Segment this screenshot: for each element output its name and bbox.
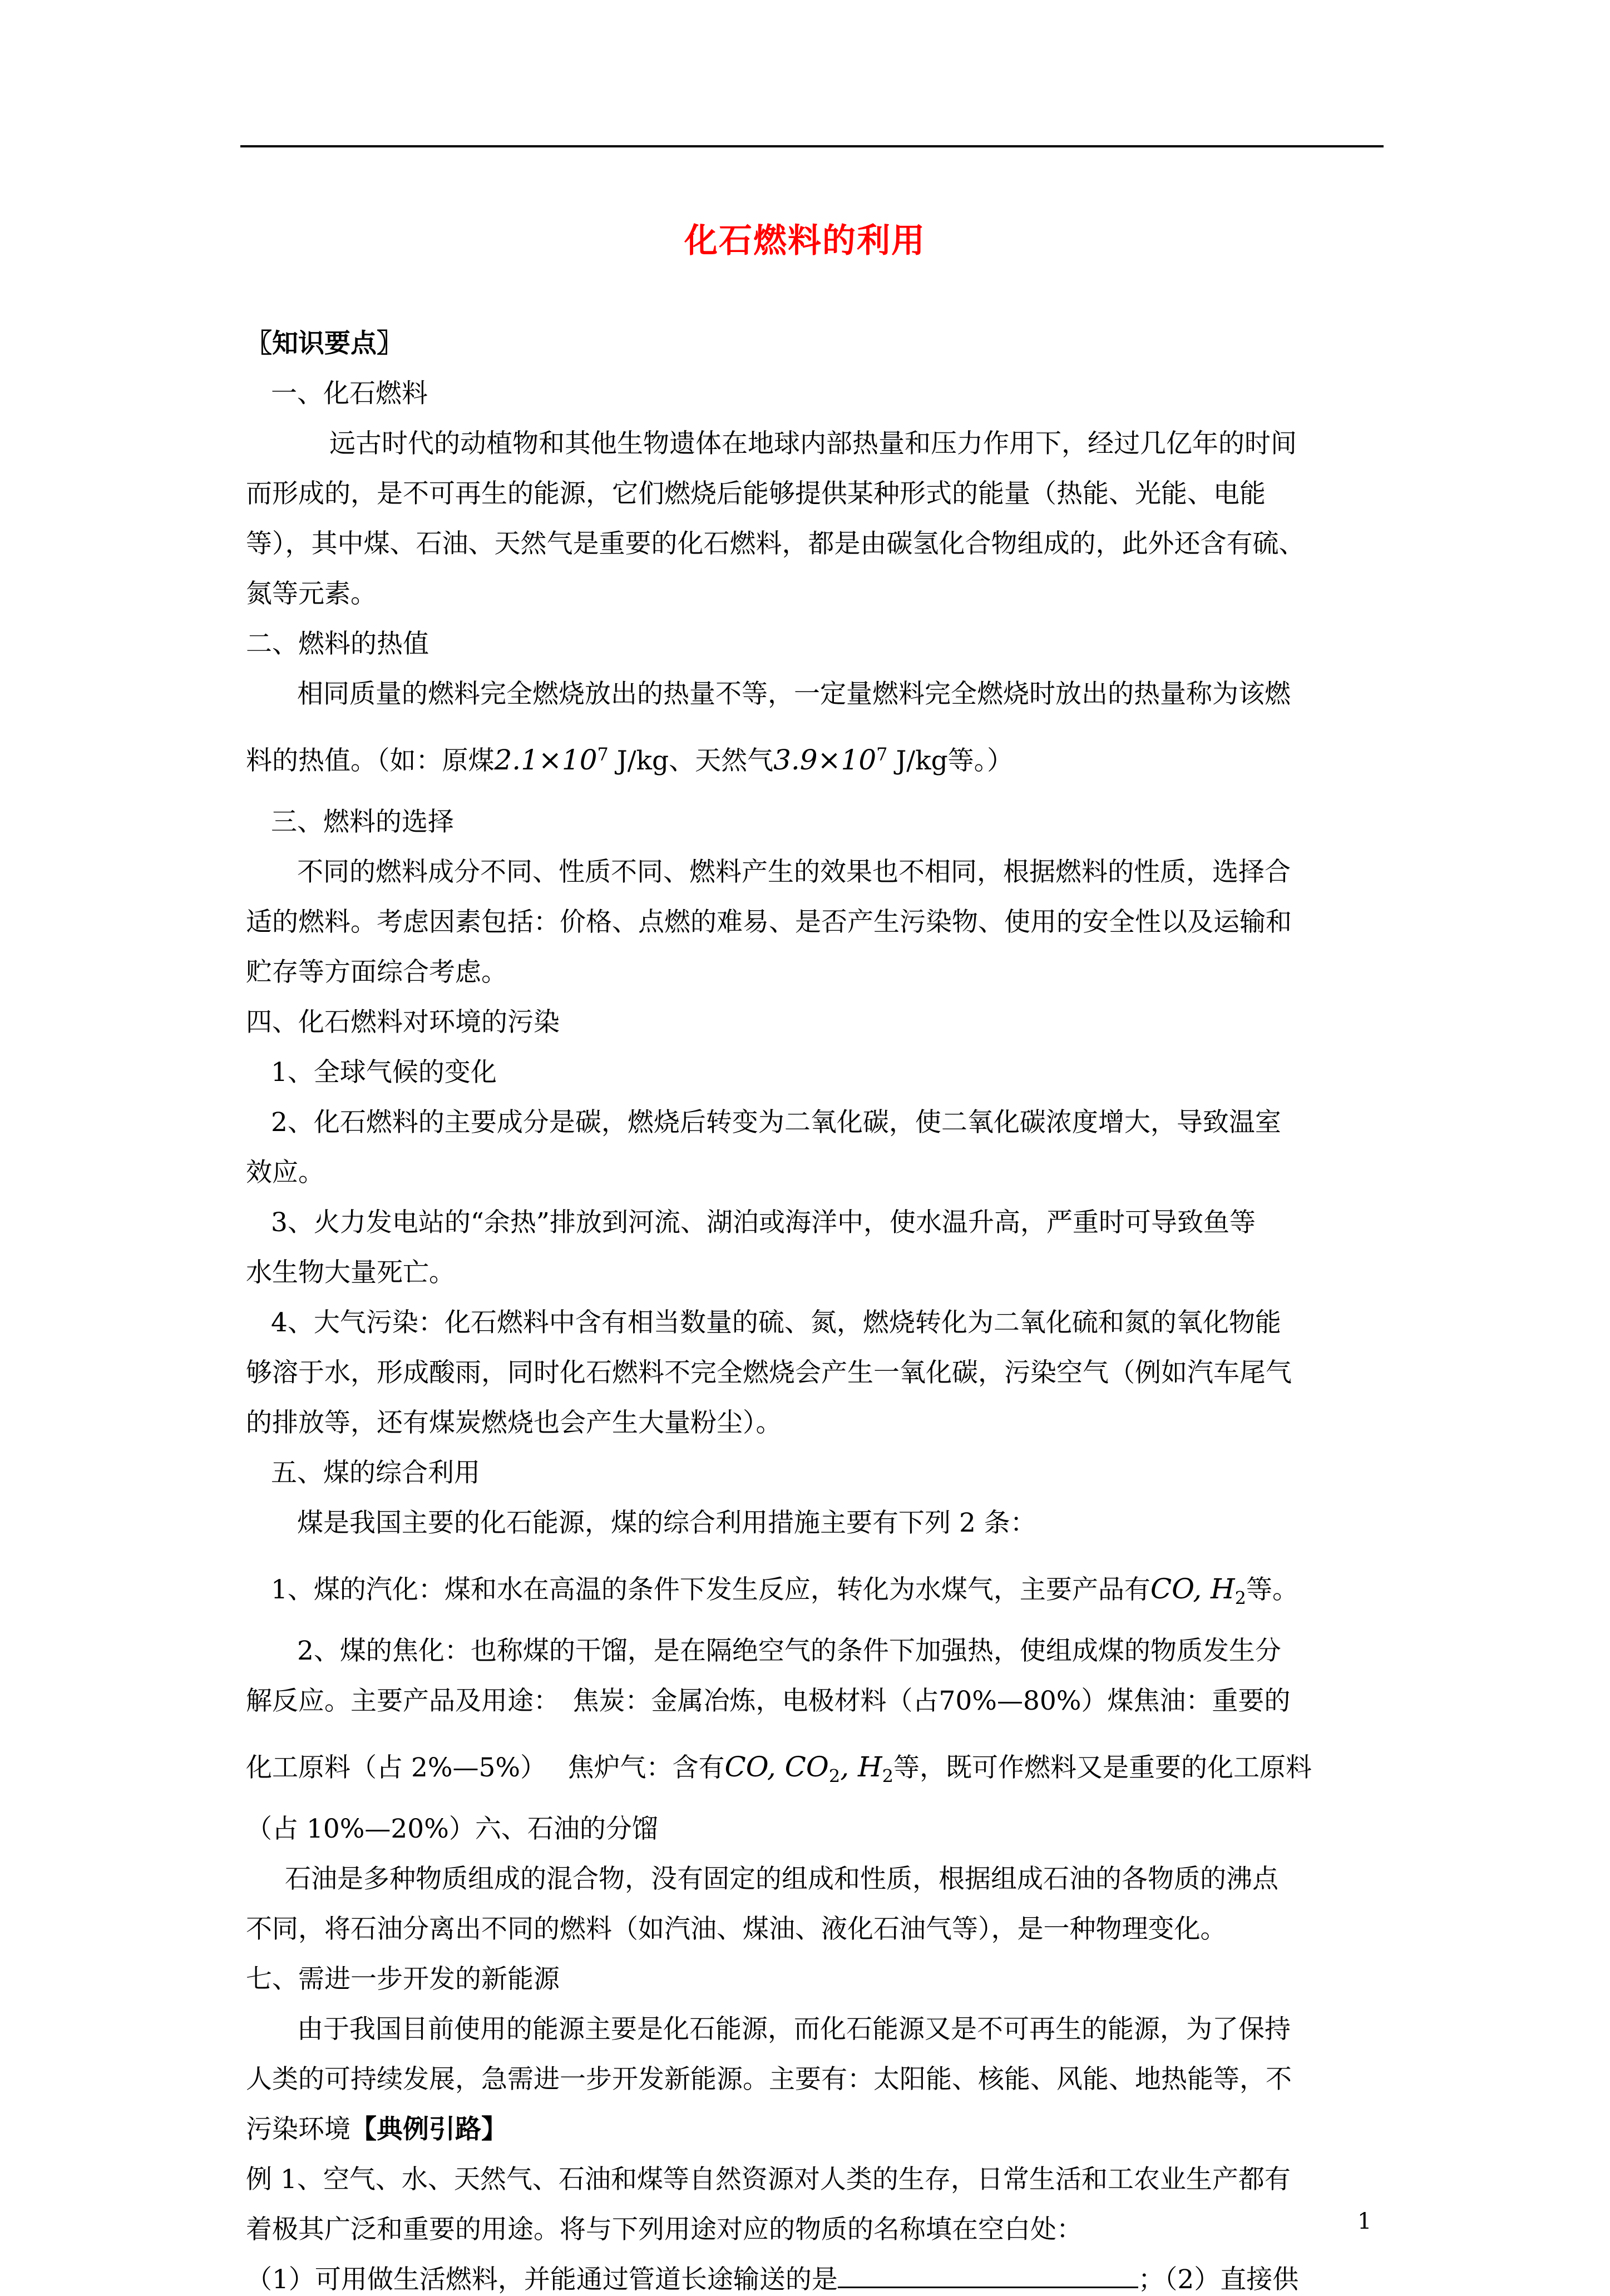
text-line (271, 1102, 1281, 1139)
line-text: 五、煤的综合利用 (271, 1458, 480, 1488)
line-text: 石油是多种物质组成的混合物，没有固定的组成和性质，根据组成石油的各物质的沸点 (285, 1864, 1278, 1894)
text-line (271, 1202, 1256, 1239)
text-line (271, 1452, 480, 1489)
line-text: 氮等元素。 (246, 579, 377, 609)
line-text: 水生物大量死亡。 (246, 1257, 455, 1288)
answer-blank[interactable] (838, 2262, 1138, 2288)
line-text: 一、化石燃料 (271, 378, 428, 409)
text-line (246, 740, 1013, 777)
subscript: 2 (1234, 1587, 1246, 1609)
line-text: （1）可用做生活燃料，并能通过管道长途输送的是 (246, 2264, 838, 2295)
text-line (246, 1152, 324, 1189)
line-text: 污染环境 (246, 2114, 350, 2145)
text-line (246, 2109, 507, 2146)
formula: CO, CO (724, 1751, 829, 1783)
formula: 3.9×10 (773, 744, 877, 776)
text-line (297, 1502, 1036, 1539)
line-text: 人类的可持续发展，急需进一步开发新能源。主要有：太阳能、核能、风能、地热能等，不 (246, 2064, 1292, 2095)
text-line (246, 2209, 1083, 2246)
line-text: ；（2）直接供 (1138, 2264, 1299, 2295)
line-text: 四、化石燃料对环境的污染 (246, 1007, 560, 1038)
text-line (246, 523, 1305, 560)
line-text: 三、燃料的选择 (271, 807, 454, 837)
formula: 2.1×10 (494, 744, 597, 776)
text-line (246, 1252, 455, 1289)
text-line (297, 1630, 1281, 1667)
line-text: 1、全球气候的变化 (271, 1057, 497, 1088)
text-line (246, 473, 1266, 510)
text-line (297, 2008, 1291, 2046)
text-line (271, 373, 428, 410)
text-line (246, 1680, 1290, 1717)
line-text: 相同质量的燃料完全燃烧放出的热量不等，一定量燃料完全燃烧时放出的热量称为该燃 (297, 679, 1291, 709)
text-line (271, 1302, 1281, 1339)
page-title: 化石燃料的利用 (684, 221, 926, 260)
line-text: 等，既可作燃料又是重要的化工原料 (893, 1752, 1312, 1783)
text-line (246, 951, 507, 989)
text-line (297, 673, 1291, 710)
line-text: 化工原料（占 2%—5%） 焦炉气：含有 (246, 1752, 725, 1783)
text-line (246, 1352, 1292, 1389)
header-rule (240, 145, 1384, 147)
superscript: 7 (597, 743, 609, 765)
line-text: （占 10%—20%）六、石油的分馏 (246, 1814, 658, 1844)
line-text: 二、燃料的热值 (246, 629, 429, 659)
formula: CO, H (1150, 1573, 1235, 1605)
line-text: 例 1、空气、水、天然气、石油和煤等自然资源对人类的生存，日常生活和工农业生产都有 (246, 2164, 1291, 2195)
text-line (246, 1001, 560, 1039)
text-line (246, 2259, 1298, 2296)
text-line (246, 901, 1292, 939)
line-text: 够溶于水，形成酸雨，同时化石燃料不完全燃烧会产生一氧化碳，污染空气（例如汽车尾气 (246, 1357, 1292, 1388)
subscript: 2 (882, 1765, 893, 1787)
line-text: 料的热值。（如：原煤 (246, 745, 495, 776)
text-line (246, 2159, 1291, 2196)
formula: , H (840, 1751, 882, 1783)
line-text: 等），其中煤、石油、天然气是重要的化石燃料，都是由碳氢化合物组成的，此外还含有硫、 (246, 529, 1305, 559)
line-text: 4、大气污染：化石燃料中含有相当数量的硫、氮，燃烧转化为二氧化硫和氮的氧化物能 (271, 1307, 1281, 1338)
line-text: 的排放等，还有煤炭燃烧也会产生大量粉尘）。 (246, 1408, 782, 1438)
section-heading: 【典例引路】 (350, 2114, 507, 2145)
text-line (246, 1747, 1312, 1786)
line-text: J/kg、天然气 (608, 745, 774, 776)
line-text: 煤是我国主要的化石能源，煤的综合利用措施主要有下列 2 条： (297, 1508, 1036, 1538)
line-text: 解反应。主要产品及用途： 焦炭：金属冶炼，电极材料（占70%—80%）煤焦油：重要的 (246, 1686, 1291, 1716)
line-text: 不同的燃料成分不同、性质不同、燃料产生的效果也不相同，根据燃料的性质，选择合 (297, 857, 1291, 887)
text-line (271, 1569, 1298, 1608)
text-line (246, 623, 429, 660)
line-text: 远古时代的动植物和其他生物遗体在地球内部热量和压力作用下，经过几亿年的时间 (329, 428, 1297, 459)
line-text: 等。 (1246, 1574, 1298, 1605)
text-line (246, 2058, 1292, 2096)
page-number: 1 (1357, 2209, 1372, 2234)
text-line (246, 1908, 1227, 1946)
line-text: J/kg等。） (887, 745, 1014, 776)
line-text: 1、煤的汽化：煤和水在高温的条件下发生反应，转化为水煤气，主要产品有 (271, 1574, 1150, 1605)
text-line (271, 801, 454, 838)
line-text: 贮存等方面综合考虑。 (246, 957, 507, 987)
text-line (246, 1402, 782, 1439)
line-text: 效应。 (246, 1157, 324, 1188)
line-text: 不同，将石油分离出不同的燃料（如汽油、煤油、液化石油气等），是一种物理变化。 (246, 1914, 1227, 1944)
text-line (297, 851, 1291, 888)
text-line (246, 573, 377, 610)
text-line (246, 323, 403, 360)
text-line (285, 1858, 1278, 1895)
line-text: 七、需进一步开发的新能源 (246, 1964, 560, 1994)
line-text: 2、化石燃料的主要成分是碳，燃烧后转变为二氧化碳，使二氧化碳浓度增大，导致温室 (271, 1107, 1281, 1138)
section-heading: 〖知识要点〗 (246, 328, 403, 359)
line-text: 由于我国目前使用的能源主要是化石能源，而化石能源又是不可再生的能源，为了保持 (297, 2014, 1291, 2045)
text-line (246, 1958, 560, 1996)
subscript: 2 (828, 1765, 841, 1787)
text-line (271, 1051, 497, 1089)
text-line (329, 423, 1297, 460)
line-text: 2、煤的焦化：也称煤的干馏，是在隔绝空气的条件下加强热，使组成煤的物质发生分 (297, 1636, 1281, 1666)
line-text: 适的燃料。考虑因素包括：价格、点燃的难易、是否产生污染物、使用的安全性以及运输和 (246, 907, 1292, 937)
line-text: 3、火力发电站的“余热”排放到河流、湖泊或海洋中，使水温升高，严重时可导致鱼等 (271, 1207, 1256, 1238)
superscript: 7 (876, 743, 888, 765)
line-text: 而形成的，是不可再生的能源，它们燃烧后能够提供某种形式的能量（热能、光能、电能 (246, 478, 1266, 509)
line-text: 着极其广泛和重要的用途。将与下列用途对应的物质的名称填在空白处： (246, 2214, 1083, 2245)
text-line (246, 1808, 658, 1845)
